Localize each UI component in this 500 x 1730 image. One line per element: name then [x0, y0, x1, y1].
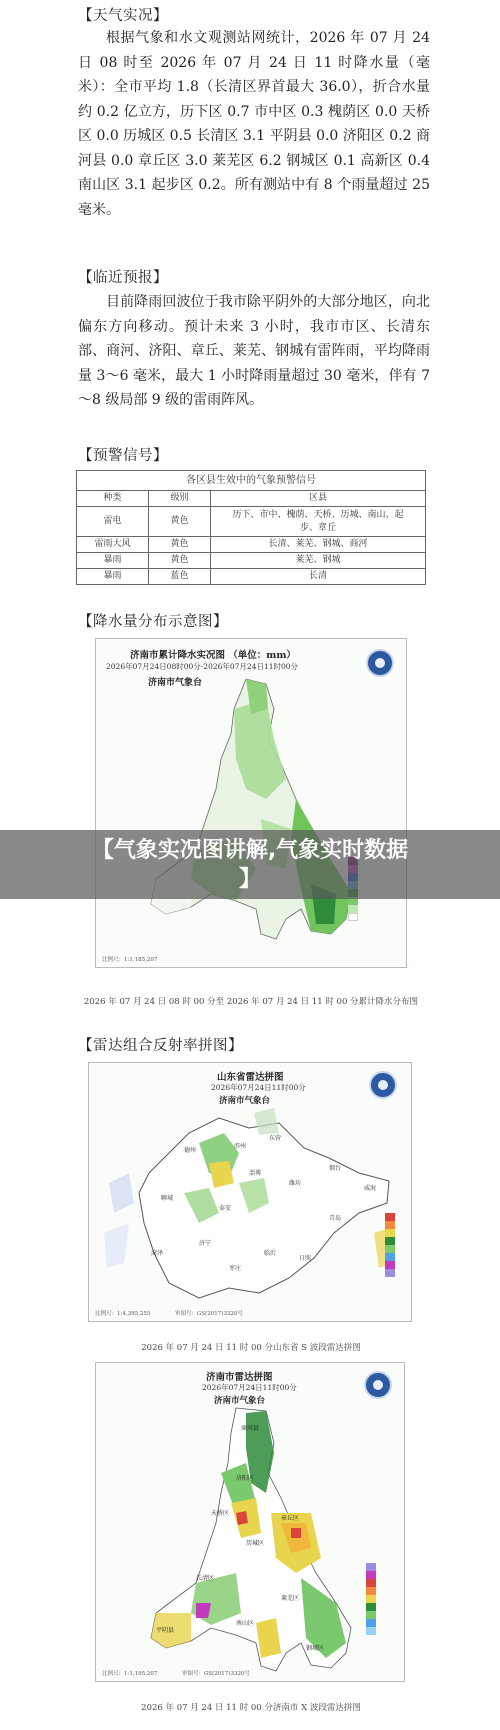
- warning-table-caption: 各区县生效中的气象预警信号: [77, 471, 426, 491]
- radar-sd-graphic: [89, 1063, 412, 1322]
- city-label: 菏泽: [151, 1250, 164, 1257]
- table-cell: 历下、市中、槐荫、天桥、历城、南山、起步、章丘: [211, 507, 426, 537]
- table-cell: 雷电: [77, 507, 149, 537]
- city-label: 青岛: [329, 1215, 342, 1222]
- paragraph-forecast: 目前降雨回波位于我市除平阴外的大部分地区，向北偏东方向移动。预计未来 3 小时，我市市区、长清东部、商河、济阳、章丘、莱芜、钢城有雷阵雨，平均降雨量 3～6 毫米，最大 1 小时降雨量超过 30 毫米，伴有 7～8 级局部 9 级的雷雨阵风。: [78, 294, 430, 408]
- table-cell: 黄色: [149, 537, 211, 553]
- rain-map-time: 2026年07月24日08时00分-2026年07月24日11时00分: [106, 662, 299, 671]
- district-label: 平阴县: [156, 1627, 175, 1634]
- table-cell: 莱芜、钢城: [211, 553, 426, 569]
- table-cell: 长清: [211, 569, 426, 585]
- radar-sd-time: 2026年07月24日11时00分: [211, 1083, 306, 1092]
- table-cell: 雷雨大风: [77, 537, 149, 553]
- radar-jn-org: 济南市气象台: [214, 1396, 266, 1406]
- radar-jn-caption: 2026 年 07 月 24 日 11 时 00 分济南市 X 波段雷达拼图: [141, 1703, 361, 1713]
- section-title-warning: 【预警信号】: [78, 448, 168, 464]
- city-label: 烟台: [329, 1165, 342, 1172]
- rain-map-title: 济南市累计降水实况图 （单位：mm）: [130, 650, 296, 661]
- radar-jn-graphic: [96, 1363, 405, 1682]
- city-label: 潍坊: [289, 1180, 302, 1187]
- table-cell: 蓝色: [149, 569, 211, 585]
- section-title-rain-map: 【降水量分布示意图】: [78, 614, 228, 630]
- radar-jn-time: 2026年07月24日11时00分: [202, 1383, 297, 1392]
- radar-jinan-map: [95, 1362, 405, 1682]
- table-cell: 暴雨: [77, 569, 149, 585]
- city-label: 淄博: [249, 1170, 262, 1177]
- city-label: 德州: [184, 1147, 197, 1154]
- district-label: 长清区: [196, 1575, 215, 1582]
- radar-sd-caption: 2026 年 07 月 24 日 11 时 00 分山东省 S 波段雷达拼图: [141, 1343, 361, 1353]
- radar-legend: [385, 1213, 395, 1277]
- city-label: 济宁: [199, 1240, 212, 1247]
- overlay-title: [0, 836, 500, 894]
- table-cell: 黄色: [149, 553, 211, 569]
- table-row: [77, 507, 426, 537]
- district-label: 莱芜区: [281, 1595, 300, 1602]
- radar-sd-title: 山东省雷达拼图: [217, 1072, 284, 1083]
- district-label: 章丘区: [281, 1515, 300, 1522]
- table-cell: 暴雨: [77, 553, 149, 569]
- section-title-radar: 【雷达组合反射率拼图】: [78, 1038, 243, 1054]
- city-label: 聊城: [161, 1195, 174, 1202]
- city-label: 泰安: [219, 1205, 232, 1212]
- city-label: 枣庄: [229, 1265, 242, 1272]
- rain-map-caption: 2026 年 07 月 24 日 08 时 00 分至 2026 年 07 月 24 日 11 时 00 分累计降水分布图: [83, 997, 419, 1007]
- section-title-forecast: 【临近预报】: [78, 270, 168, 286]
- city-label: 东营: [269, 1135, 282, 1142]
- district-label: 天桥区: [211, 1510, 230, 1517]
- overlay-title-line2: 】: [238, 867, 261, 892]
- district-label: 钢城区: [306, 1645, 325, 1652]
- radar-jn-legend: [366, 1563, 376, 1635]
- city-label: 威海: [364, 1185, 377, 1192]
- radar-sd-org: 济南市气象台: [219, 1096, 271, 1106]
- radar-jn-title: 济南市雷达拼图: [206, 1372, 273, 1383]
- district-label: 商河县: [241, 1425, 260, 1432]
- district-label: 南山区: [236, 1620, 255, 1627]
- overlay-title-line1: 【气象实况图讲解,气象实时数据: [91, 838, 409, 863]
- table-row: [77, 569, 426, 585]
- radar-jn-review: 审图号：GS(2017)3320号: [182, 1671, 250, 1677]
- table-header: 种类: [77, 491, 149, 507]
- rain-map: [95, 638, 407, 968]
- rain-map-graphic: [96, 639, 407, 968]
- paragraph-weather-live: 根据气象和水文观测站网统计，2026 年 07 月 24 日 08 时至 2026 年 07 月 24 日 11 时降水量（毫米）：全市平均 1.8（长清区界首最大 36.0），折合水量约 0.2 亿立方，历下区 0.7 市中区 0.3 槐荫区 0.0 天桥区 0.0 历城区 0.5 长清区 3.1 平阴县 0.0 济阳区 0.2 商河县 0.0 章丘区 3.0 莱芜区 6.2 钢城区 0.1 高新区 0.4 南山区 3.1 起步区 0.2。所有测站中有 8 个雨量超过 25 毫米。: [78, 30, 430, 218]
- warning-table: [76, 470, 426, 585]
- radar-shandong-map: [88, 1062, 412, 1322]
- radar-sd-review: 审图号：GS(2017)3320号: [175, 1311, 243, 1317]
- rain-map-org: 济南市气象台: [148, 678, 203, 688]
- table-cell: 长清、莱芜、钢城、商河: [211, 537, 426, 553]
- table-cell: 黄色: [149, 507, 211, 537]
- radar-sd-scale: 比例尺：1:4,395,255: [95, 1311, 151, 1317]
- city-label: 滨州: [234, 1143, 247, 1150]
- city-label: 日照: [299, 1255, 312, 1262]
- table-header: 区县: [211, 491, 426, 507]
- section-title-weather-live: 【天气实况】: [78, 8, 168, 24]
- table-row: [77, 553, 426, 569]
- radar-jn-scale: 比例尺：1:1,195,207: [102, 1671, 158, 1677]
- district-label: 济阳区: [236, 1475, 255, 1482]
- rain-map-scale: 比例尺：1:1,185,207: [102, 957, 158, 963]
- district-label: 历城区: [246, 1540, 265, 1547]
- table-header: 级别: [149, 491, 211, 507]
- table-row: [77, 537, 426, 553]
- city-label: 临沂: [264, 1250, 277, 1257]
